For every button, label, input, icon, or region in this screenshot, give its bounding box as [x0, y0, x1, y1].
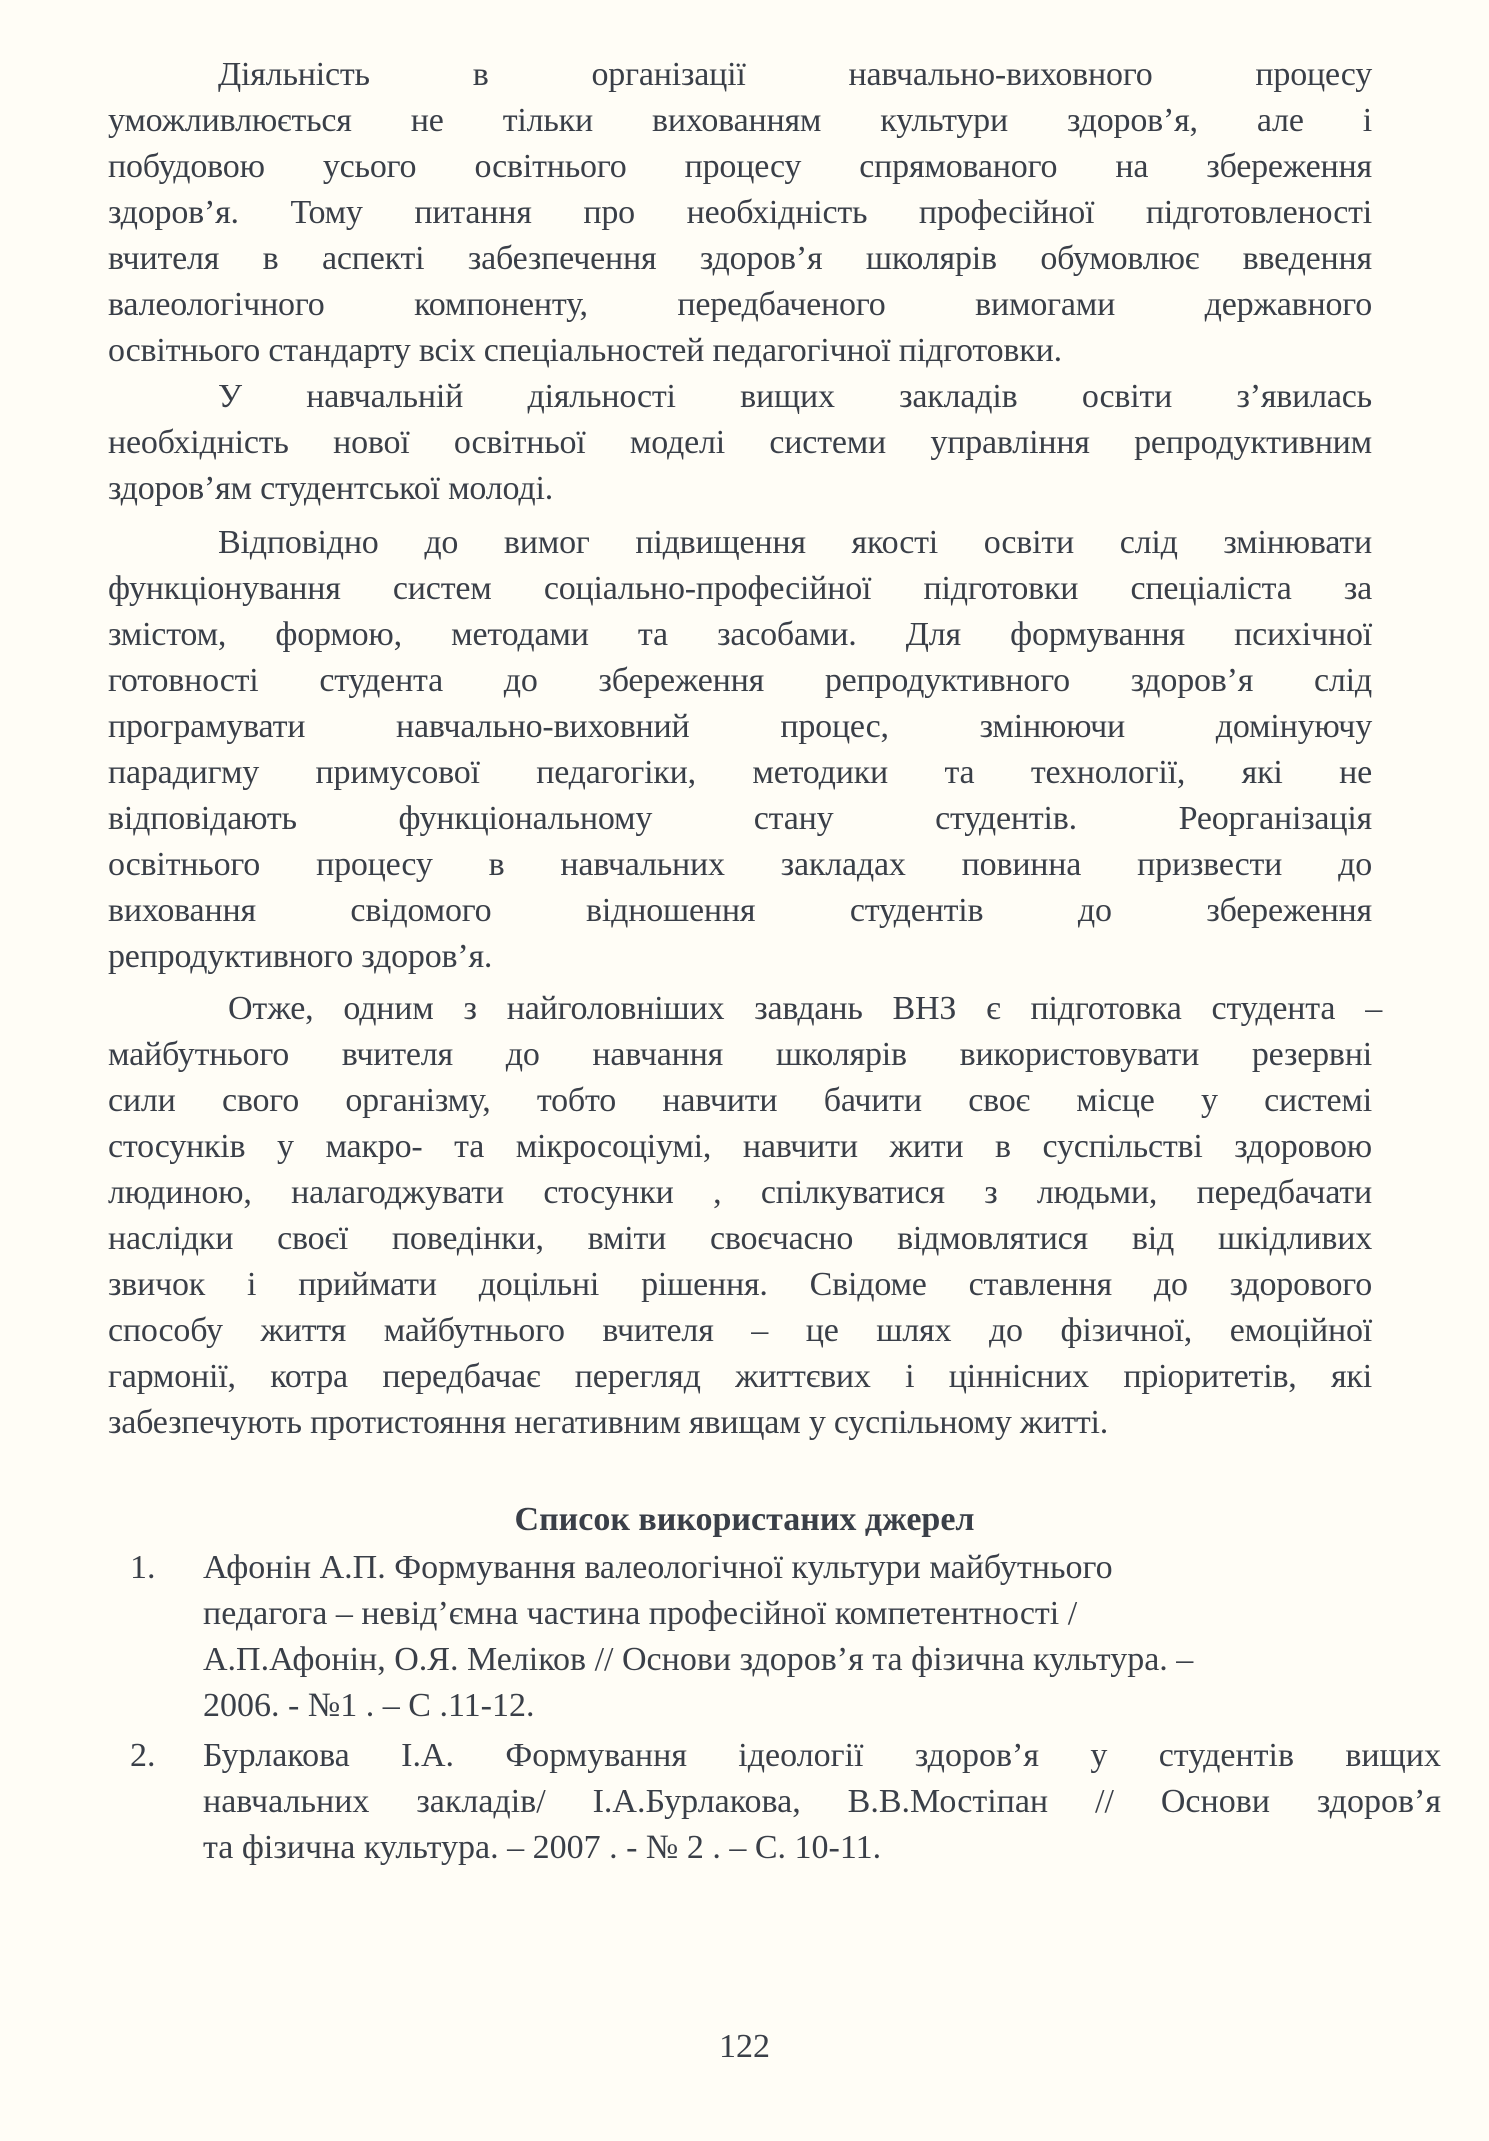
reference-number: 1.	[130, 1549, 156, 1586]
text-line: уможливлюється не тільки вихованням культури здоров’я, але і	[108, 102, 1372, 139]
text-line: Діяльність в організації навчально-виховного процесу	[218, 56, 1372, 93]
reference-line: Бурлакова І.А. Формування ідеології здоров’я у студентів вищих	[203, 1737, 1441, 1774]
text-line: здоров’я. Тому питання про необхідність професійної підготовленості	[108, 194, 1372, 231]
reference-line: 2006. - №1 . – С .11-12.	[203, 1687, 535, 1724]
reference-line: та фізична культура. – 2007 . - № 2 . – С. 10-11.	[203, 1829, 882, 1866]
text-line: відповідають функціональному стану студентів. Реорганізація	[108, 800, 1372, 837]
text-line: функціонування систем соціально-професійної підготовки спеціаліста за	[108, 570, 1372, 607]
text-line: освітнього стандарту всіх спеціальностей педагогічної підготовки.	[108, 332, 1062, 369]
text-line: гармонії, котра передбачає перегляд життєвих і ціннісних пріоритетів, які	[108, 1358, 1372, 1395]
text-line: майбутнього вчителя до навчання школярів використовувати резервні	[108, 1036, 1372, 1073]
page-number: 122	[719, 2028, 770, 2065]
text-line: наслідки своєї поведінки, вміти своєчасно відмовлятися від шкідливих	[108, 1220, 1372, 1257]
text-line: людиною, налагоджувати стосунки , спілкуватися з людьми, передбачати	[108, 1174, 1372, 1211]
text-line: програмувати навчально-виховний процес, змінюючи домінуючу	[108, 708, 1372, 745]
text-line: готовності студента до збереження репродуктивного здоров’я слід	[108, 662, 1372, 699]
reference-line: Афонін А.П. Формування валеологічної культури майбутнього	[203, 1549, 1113, 1586]
text-line: валеологічного компоненту, передбаченого вимогами державного	[108, 286, 1372, 323]
text-line: сили свого організму, тобто навчити бачити своє місце у системі	[108, 1082, 1372, 1119]
reference-line: А.П.Афонін, О.Я. Меліков // Основи здоров’я та фізична культура. –	[203, 1641, 1194, 1678]
text-line: способу життя майбутнього вчителя – це шлях до фізичної, емоційної	[108, 1312, 1372, 1349]
text-line: необхідність нової освітньої моделі системи управління репродуктивним	[108, 424, 1372, 461]
text-line: У навчальній діяльності вищих закладів освіти з’явилась	[218, 378, 1372, 415]
reference-number: 2.	[130, 1737, 156, 1774]
text-line: стосунків у макро- та мікросоціумі, навчити жити в суспільстві здоровою	[108, 1128, 1372, 1165]
text-line: здоров’ям студентської молоді.	[108, 470, 553, 507]
text-line: Отже, одним з найголовніших завдань ВНЗ є підготовка студента –	[228, 990, 1382, 1027]
text-line: Відповідно до вимог підвищення якості освіти слід змінювати	[218, 524, 1372, 561]
reference-line: навчальних закладів/ І.А.Бурлакова, В.В.Мостіпан // Основи здоров’я	[203, 1783, 1441, 1820]
text-line: звичок і приймати доцільні рішення. Свідоме ставлення до здорового	[108, 1266, 1372, 1303]
text-line: виховання свідомого відношення студентів до збереження	[108, 892, 1372, 929]
text-line: забезпечують протистояння негативним явищам у суспільному житті.	[108, 1404, 1109, 1441]
text-line: вчителя в аспекті забезпечення здоров’я школярів обумовлює введення	[108, 240, 1372, 277]
text-line: освітнього процесу в навчальних закладах повинна призвести до	[108, 846, 1372, 883]
text-line: репродуктивного здоров’я.	[108, 938, 493, 975]
text-line: побудовою усього освітнього процесу спрямованого на збереження	[108, 148, 1372, 185]
text-line: змістом, формою, методами та засобами. Для формування психічної	[108, 616, 1372, 653]
text-line: парадигму примусової педагогіки, методики та технології, які не	[108, 754, 1372, 791]
reference-line: педагога – невід’ємна частина професійної компетентності /	[203, 1595, 1078, 1632]
references-heading: Список використаних джерел	[514, 1501, 975, 1538]
